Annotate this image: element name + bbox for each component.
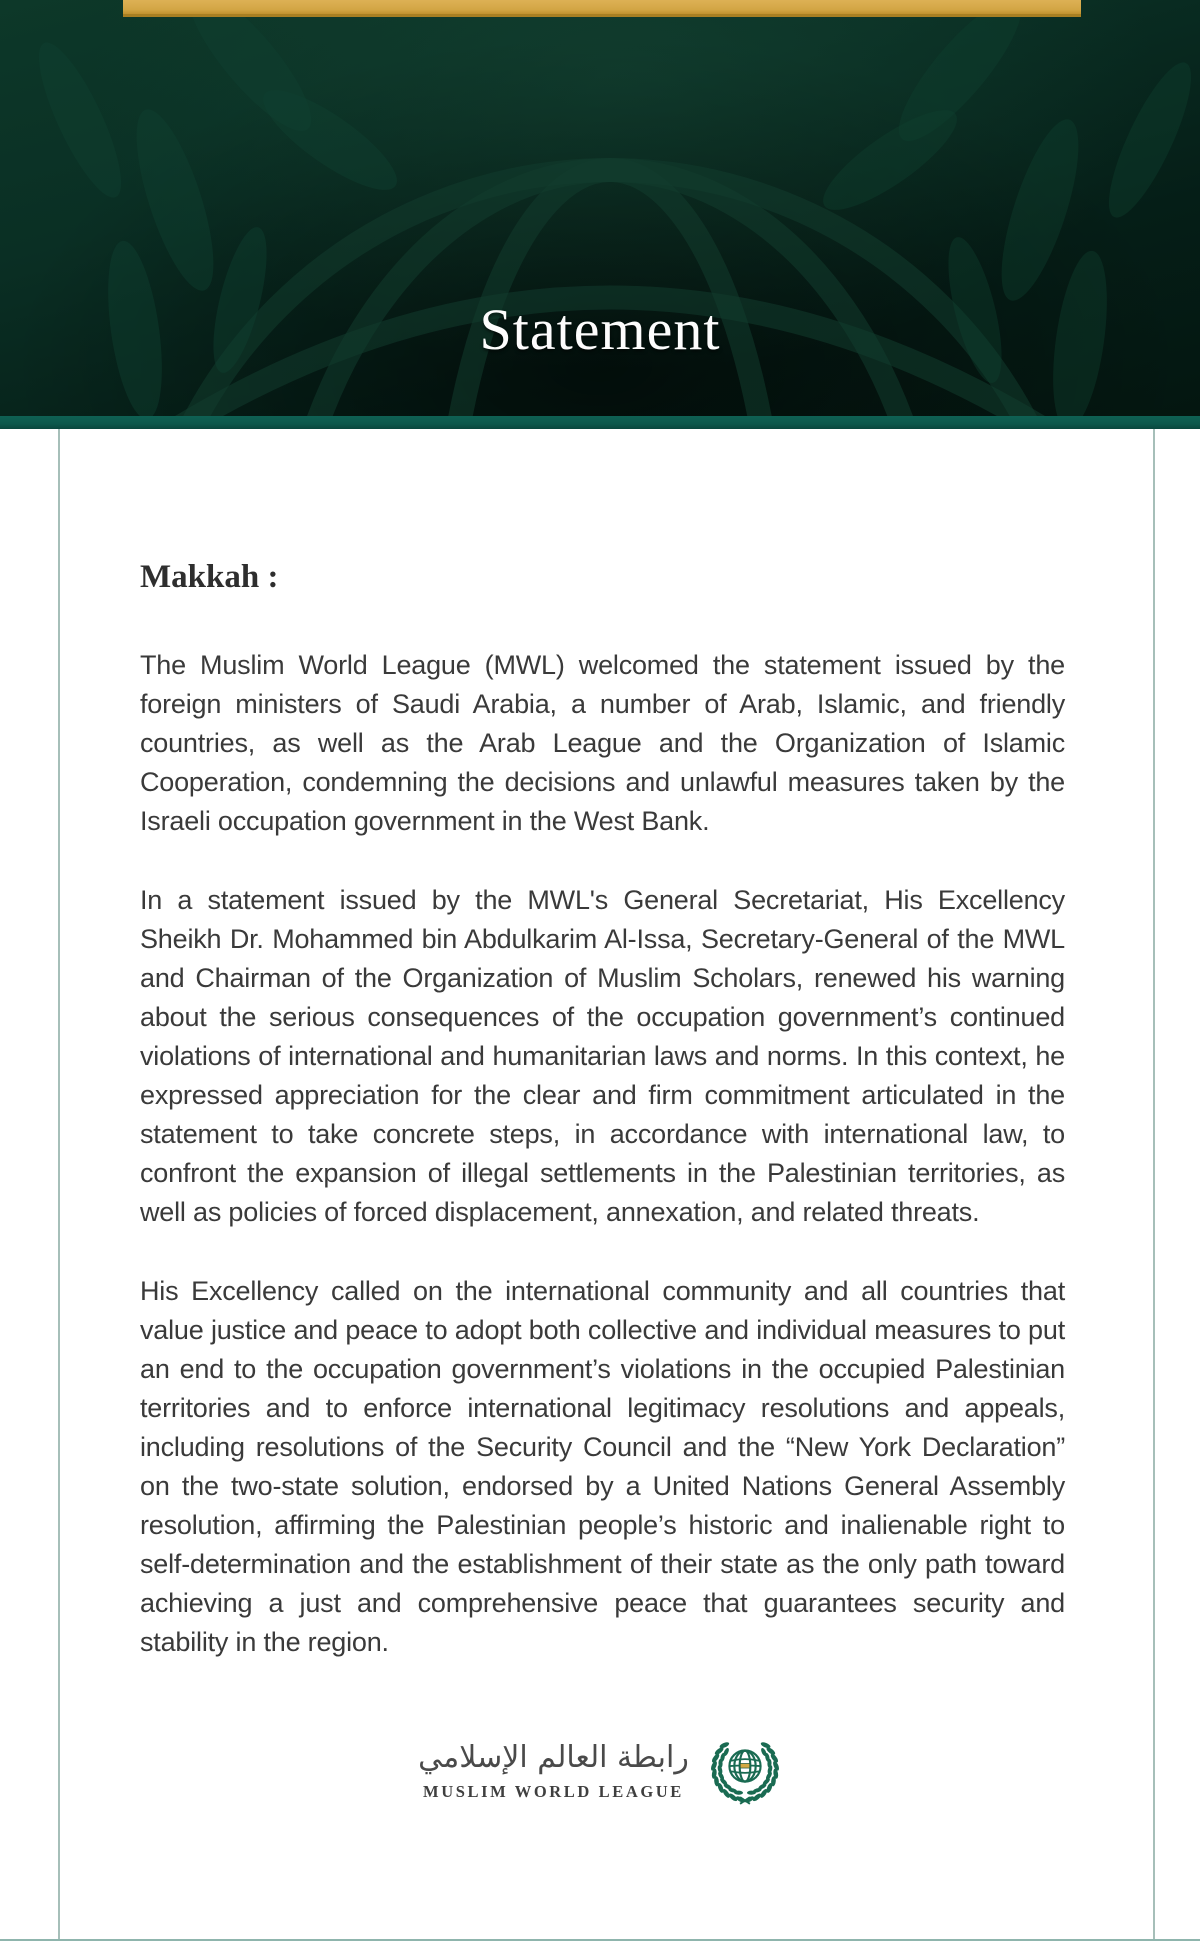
left-border-line — [58, 429, 60, 1941]
page-title: Statement — [479, 297, 721, 362]
globe-grid-icon — [140, 170, 1080, 416]
statement-header — [0, 0, 1200, 416]
mwl-emblem-icon — [703, 1730, 787, 1812]
statement-paragraph-1: The Muslim World League (MWL) welcomed the statement issued by the foreign ministers of Saudi Arabia, a number of Arab, Islamic, and friendly countries, as well as the Arab League and the Organization of Islamic Cooperation, condemning the decisions and unlawful measures taken by the Israeli occupation government in the West Bank. — [140, 650, 1065, 836]
mwl-logo — [140, 1730, 1065, 1812]
statement-paragraph-2: In a statement issued by the MWL's General Secretariat, His Excellency Sheikh Dr. Mohammed bin Abdulkarim Al-Issa, Secretary-General of the MWL and Chairman of the Organization of Muslim Scholars, renewed his warning about the serious consequences of the occupation government’s continued violations of international and humanitarian laws and norms. In this context, he expressed appreciation for the clear and firm commitment articulated in the statement to take concrete steps, in accordance with international law, to confront the expansion of illegal settlements in the Palestinian territories, as well as policies of forced displacement, annexation, and related threats. — [140, 885, 1065, 1227]
gold-accent-bar — [123, 0, 1081, 17]
mwl-logo-text — [418, 1740, 689, 1802]
kaaba-door-gold-icon — [740, 1763, 750, 1768]
logo-org-name: MUSLIM WORLD LEAGUE — [423, 1782, 684, 1801]
statement-paragraph-3: His Excellency called on the international community and all countries that value justice and peace to adopt both collective and individual measures to put an end to the occupation government’s violations in the occupied Palestinian territories and to enforce international legitimacy resolutions and appeals, including resolutions of the Security Council and the “New York Declaration” on the two-state solution, endorsed by a United Nations General Assembly resolution, affirming the Palestinian people’s historic and inalienable right to self-determination and the establishment of their state as the only path toward achieving a just and comprehensive peace that guarantees security and stability in the region. — [140, 1276, 1065, 1657]
teal-divider — [0, 416, 1200, 429]
right-border-line — [1153, 429, 1155, 1941]
logo-arabic-name: رابطة العالم الإسلامي — [418, 1740, 689, 1775]
content-card — [0, 429, 1200, 1941]
location-heading: Makkah : — [140, 559, 279, 595]
statement-body — [140, 429, 1065, 1812]
